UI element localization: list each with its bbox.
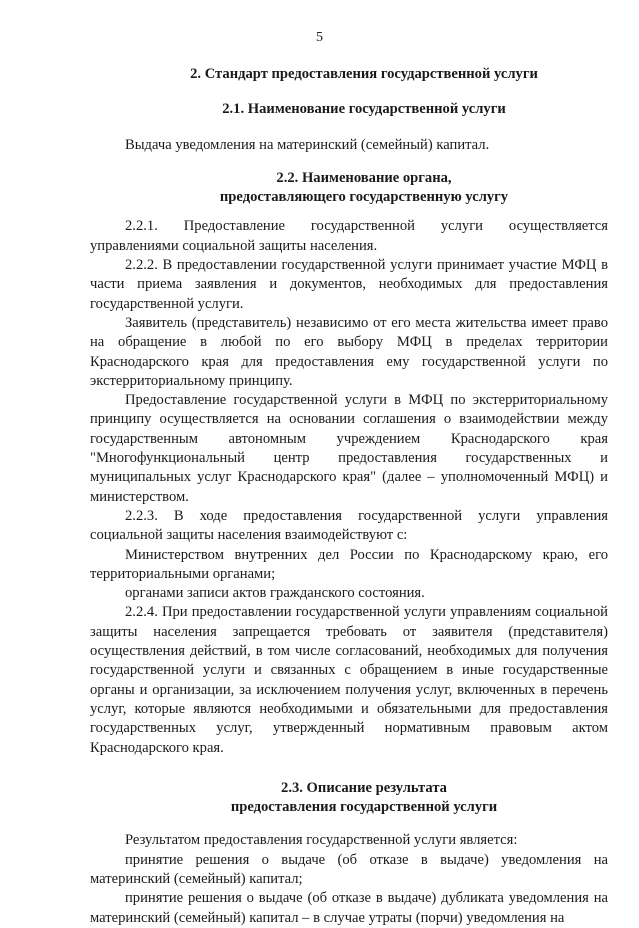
section-2-1-text: Выдача уведомления на материнский (семейный) капитал.	[125, 136, 490, 153]
paragraph-applicant-right: Заявитель (представитель) независимо от его места жительства имеет право на обращение в любой по его выбору МФЦ в пределах территории Краснодарского края для предоставления ему государственной услуги по экстерриториальному принципу.	[90, 314, 608, 389]
section-2-2-title-line2: предоставляющего государственную услугу	[219, 189, 509, 206]
paragraph-result-intro: Результатом предоставления государственной услуги является:	[125, 832, 518, 849]
document-body	[90, 62, 608, 928]
paragraph-ministry-internal: Министерством внутренних дел России по Краснодарскому краю, его территориальными органами;	[90, 546, 608, 582]
paragraph-2-2-2: 2.2.2. В предоставлении государственной услуги принимает участие МФЦ в части приема заявления и документов, необходимых для предоставления государственной услуги.	[90, 257, 608, 312]
section-2-2-title	[120, 169, 608, 208]
paragraph-result-duplicate: принятие решения о выдаче (об отказе в выдаче) дубликата уведомления на материнский (семейный) капитал – в случае утраты (порчи) уведомления на	[90, 890, 608, 926]
section-2-1-title: 2.1. Наименование государственной услуги	[222, 101, 506, 118]
page-number: 5	[316, 30, 323, 45]
section-2-3-title-line1: 2.3. Описание результата	[281, 779, 447, 796]
section-2-2-title-line1: 2.2. Наименование органа,	[276, 169, 452, 186]
paragraph-2-2-3: 2.2.3. В ходе предоставления государственной услуги управления социальной защиты населения взаимодействуют с:	[90, 507, 608, 544]
paragraph-extraterritorial: Предоставление государственной услуги в МФЦ по экстерриториальному принципу осуществляется на основании соглашения о взаимодействии между государственным автономным учреждением Краснодарского края "Многофункциональный центр предоставления государственных и муниципальных услуг Краснодарского края" (далее – уполномоченный МФЦ) и министерством.	[90, 392, 608, 505]
paragraph-civil-registry: органами записи актов гражданского состояния.	[125, 585, 425, 602]
paragraph-2-2-1: 2.2.1. Предоставление государственной услуги осуществляется управлениями социальной защиты населения.	[90, 218, 608, 254]
section-2-3-title-line2: предоставления государственной услуги	[230, 799, 498, 816]
section-2-3-title	[120, 779, 608, 818]
paragraph-2-2-4: 2.2.4. При предоставлении государственной услуги управлениям социальной защиты населения запрещается требовать от заявителя (представителя) осуществления действий, в том числе согласований, необходимых для получения государственной услуги и связанных с обращением в иные государственные органы и организации, за исключением получения услуг, включенных в перечень услуг, которые являются необходимыми и обязательными для предоставления государственных услуг, утвержденный нормативным правовым актом Краснодарского края.	[90, 604, 608, 756]
section-2-title: 2. Стандарт предоставления государственной услуги	[190, 66, 538, 82]
paragraph-result-decision: принятие решения о выдаче (об отказе в выдаче) уведомления на материнский (семейный) капитал;	[90, 851, 608, 887]
